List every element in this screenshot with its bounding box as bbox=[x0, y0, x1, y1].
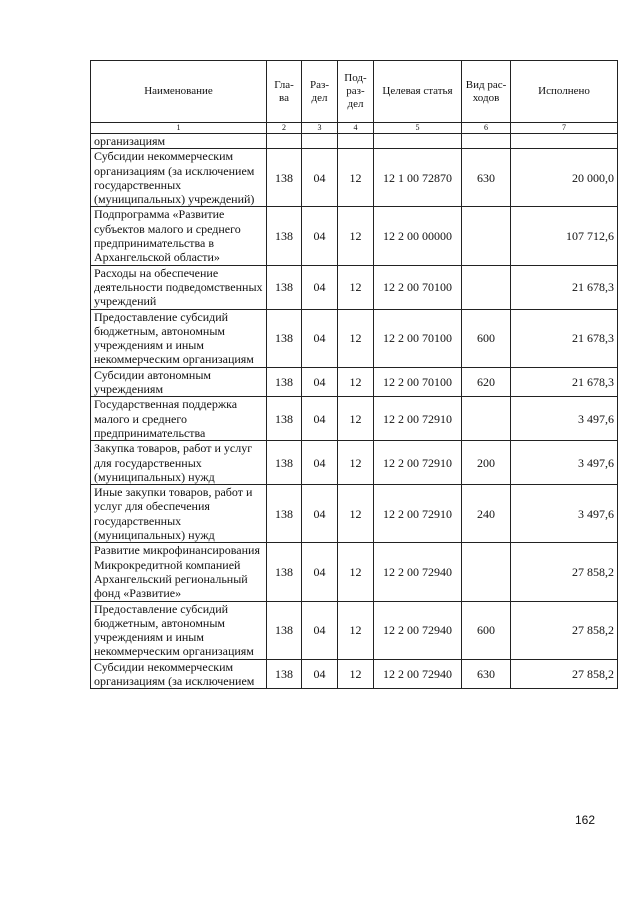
table-row bbox=[91, 485, 618, 543]
row-section-cell: 04 bbox=[302, 543, 338, 601]
row-section-cell: 04 bbox=[302, 397, 338, 441]
row-subsection-cell: 12 bbox=[338, 601, 374, 659]
table-row bbox=[91, 149, 618, 207]
row-article-cell: 12 2 00 72910 bbox=[374, 441, 462, 485]
table-row bbox=[91, 543, 618, 601]
row-amount-cell: 21 678,3 bbox=[511, 367, 618, 397]
page-number: 162 bbox=[575, 813, 596, 827]
row-subsection-cell: 12 bbox=[338, 397, 374, 441]
row-chapter-cell: 138 bbox=[267, 367, 302, 397]
row-name-cell: Субсидии некоммерческим организациям (за исключением государственных (муниципальных) учреждений) bbox=[91, 149, 267, 207]
row-name-cell: организациям bbox=[91, 134, 267, 149]
row-subsection-cell: 12 bbox=[338, 367, 374, 397]
row-subsection-cell: 12 bbox=[338, 309, 374, 367]
row-subsection-cell: 12 bbox=[338, 265, 374, 309]
row-name-cell: Предоставление субсидий бюджетным, автономным учреждениям и иным некоммерческим организациям bbox=[91, 309, 267, 367]
row-subsection-cell: 12 bbox=[338, 207, 374, 265]
table-row bbox=[91, 134, 618, 149]
row-section-cell: 04 bbox=[302, 441, 338, 485]
header-target-article: Целевая статья bbox=[374, 61, 462, 123]
row-expense-type-cell bbox=[462, 397, 511, 441]
row-subsection-cell: 12 bbox=[338, 485, 374, 543]
row-name-cell: Иные закупки товаров, работ и услуг для обеспечения государственных (муниципальных) нужд bbox=[91, 485, 267, 543]
row-subsection-cell: 12 bbox=[338, 659, 374, 689]
row-section-cell bbox=[302, 134, 338, 149]
row-article-cell: 12 1 00 72870 bbox=[374, 149, 462, 207]
row-amount-cell: 20 000,0 bbox=[511, 149, 618, 207]
row-name-cell: Развитие микрофинансирования Микрокредитной компанией Архангельский региональный фонд «Развитие» bbox=[91, 543, 267, 601]
row-chapter-cell: 138 bbox=[267, 441, 302, 485]
row-expense-type-cell bbox=[462, 543, 511, 601]
column-number: 7 bbox=[511, 123, 618, 134]
row-chapter-cell: 138 bbox=[267, 149, 302, 207]
row-subsection-cell bbox=[338, 134, 374, 149]
row-subsection-cell: 12 bbox=[338, 543, 374, 601]
row-section-cell: 04 bbox=[302, 485, 338, 543]
header-section: Раз-дел bbox=[302, 61, 338, 123]
row-amount-cell bbox=[511, 134, 618, 149]
row-amount-cell: 3 497,6 bbox=[511, 441, 618, 485]
row-chapter-cell: 138 bbox=[267, 309, 302, 367]
table-row bbox=[91, 601, 618, 659]
row-name-cell: Подпрограмма «Развитие субъектов малого и среднего предпринимательства в Архангельской области» bbox=[91, 207, 267, 265]
column-number: 1 bbox=[91, 123, 267, 134]
row-expense-type-cell bbox=[462, 207, 511, 265]
header-subsection: Под-раз-дел bbox=[338, 61, 374, 123]
row-section-cell: 04 bbox=[302, 659, 338, 689]
budget-table bbox=[90, 60, 618, 689]
column-number: 2 bbox=[267, 123, 302, 134]
row-section-cell: 04 bbox=[302, 309, 338, 367]
row-name-cell: Закупка товаров, работ и услуг для государственных (муниципальных) нужд bbox=[91, 441, 267, 485]
row-name-cell: Предоставление субсидий бюджетным, автономным учреждениям и иным некоммерческим организациям bbox=[91, 601, 267, 659]
row-chapter-cell: 138 bbox=[267, 601, 302, 659]
column-number: 5 bbox=[374, 123, 462, 134]
row-article-cell: 12 2 00 72910 bbox=[374, 397, 462, 441]
table-row bbox=[91, 207, 618, 265]
row-expense-type-cell: 600 bbox=[462, 601, 511, 659]
column-number: 3 bbox=[302, 123, 338, 134]
row-section-cell: 04 bbox=[302, 601, 338, 659]
row-article-cell: 12 2 00 72940 bbox=[374, 659, 462, 689]
row-chapter-cell: 138 bbox=[267, 659, 302, 689]
row-amount-cell: 27 858,2 bbox=[511, 601, 618, 659]
row-expense-type-cell: 600 bbox=[462, 309, 511, 367]
row-expense-type-cell: 200 bbox=[462, 441, 511, 485]
row-article-cell: 12 2 00 70100 bbox=[374, 309, 462, 367]
row-amount-cell: 27 858,2 bbox=[511, 543, 618, 601]
row-expense-type-cell: 630 bbox=[462, 659, 511, 689]
row-chapter-cell: 138 bbox=[267, 397, 302, 441]
row-chapter-cell bbox=[267, 134, 302, 149]
row-chapter-cell: 138 bbox=[267, 265, 302, 309]
table-row bbox=[91, 441, 618, 485]
row-chapter-cell: 138 bbox=[267, 485, 302, 543]
row-section-cell: 04 bbox=[302, 149, 338, 207]
table-row bbox=[91, 397, 618, 441]
row-amount-cell: 21 678,3 bbox=[511, 265, 618, 309]
row-name-cell: Расходы на обеспечение деятельности подведомственных учреждений bbox=[91, 265, 267, 309]
table-row bbox=[91, 659, 618, 689]
row-expense-type-cell: 240 bbox=[462, 485, 511, 543]
table-row bbox=[91, 367, 618, 397]
row-name-cell: Государственная поддержка малого и среднего предпринимательства bbox=[91, 397, 267, 441]
row-section-cell: 04 bbox=[302, 207, 338, 265]
row-expense-type-cell bbox=[462, 265, 511, 309]
header-expense-type: Вид рас-ходов bbox=[462, 61, 511, 123]
column-number: 4 bbox=[338, 123, 374, 134]
column-number: 6 bbox=[462, 123, 511, 134]
row-expense-type-cell bbox=[462, 134, 511, 149]
row-article-cell: 12 2 00 72910 bbox=[374, 485, 462, 543]
row-expense-type-cell: 630 bbox=[462, 149, 511, 207]
row-article-cell: 12 2 00 72940 bbox=[374, 543, 462, 601]
row-article-cell: 12 2 00 00000 bbox=[374, 207, 462, 265]
row-amount-cell: 21 678,3 bbox=[511, 309, 618, 367]
header-chapter: Гла-ва bbox=[267, 61, 302, 123]
row-article-cell: 12 2 00 72940 bbox=[374, 601, 462, 659]
header-row bbox=[91, 61, 618, 123]
row-article-cell: 12 2 00 70100 bbox=[374, 265, 462, 309]
row-article-cell bbox=[374, 134, 462, 149]
row-subsection-cell: 12 bbox=[338, 149, 374, 207]
row-article-cell: 12 2 00 70100 bbox=[374, 367, 462, 397]
table-row bbox=[91, 309, 618, 367]
row-expense-type-cell: 620 bbox=[462, 367, 511, 397]
row-section-cell: 04 bbox=[302, 367, 338, 397]
row-section-cell: 04 bbox=[302, 265, 338, 309]
column-number-row bbox=[91, 123, 618, 134]
table-row bbox=[91, 265, 618, 309]
row-name-cell: Субсидии некоммерческим организациям (за исключением bbox=[91, 659, 267, 689]
row-chapter-cell: 138 bbox=[267, 543, 302, 601]
row-amount-cell: 107 712,6 bbox=[511, 207, 618, 265]
header-executed: Исполнено bbox=[511, 61, 618, 123]
row-amount-cell: 3 497,6 bbox=[511, 397, 618, 441]
row-amount-cell: 3 497,6 bbox=[511, 485, 618, 543]
row-subsection-cell: 12 bbox=[338, 441, 374, 485]
row-name-cell: Субсидии автономным учреждениям bbox=[91, 367, 267, 397]
header-name: Наименование bbox=[91, 61, 267, 123]
row-chapter-cell: 138 bbox=[267, 207, 302, 265]
row-amount-cell: 27 858,2 bbox=[511, 659, 618, 689]
